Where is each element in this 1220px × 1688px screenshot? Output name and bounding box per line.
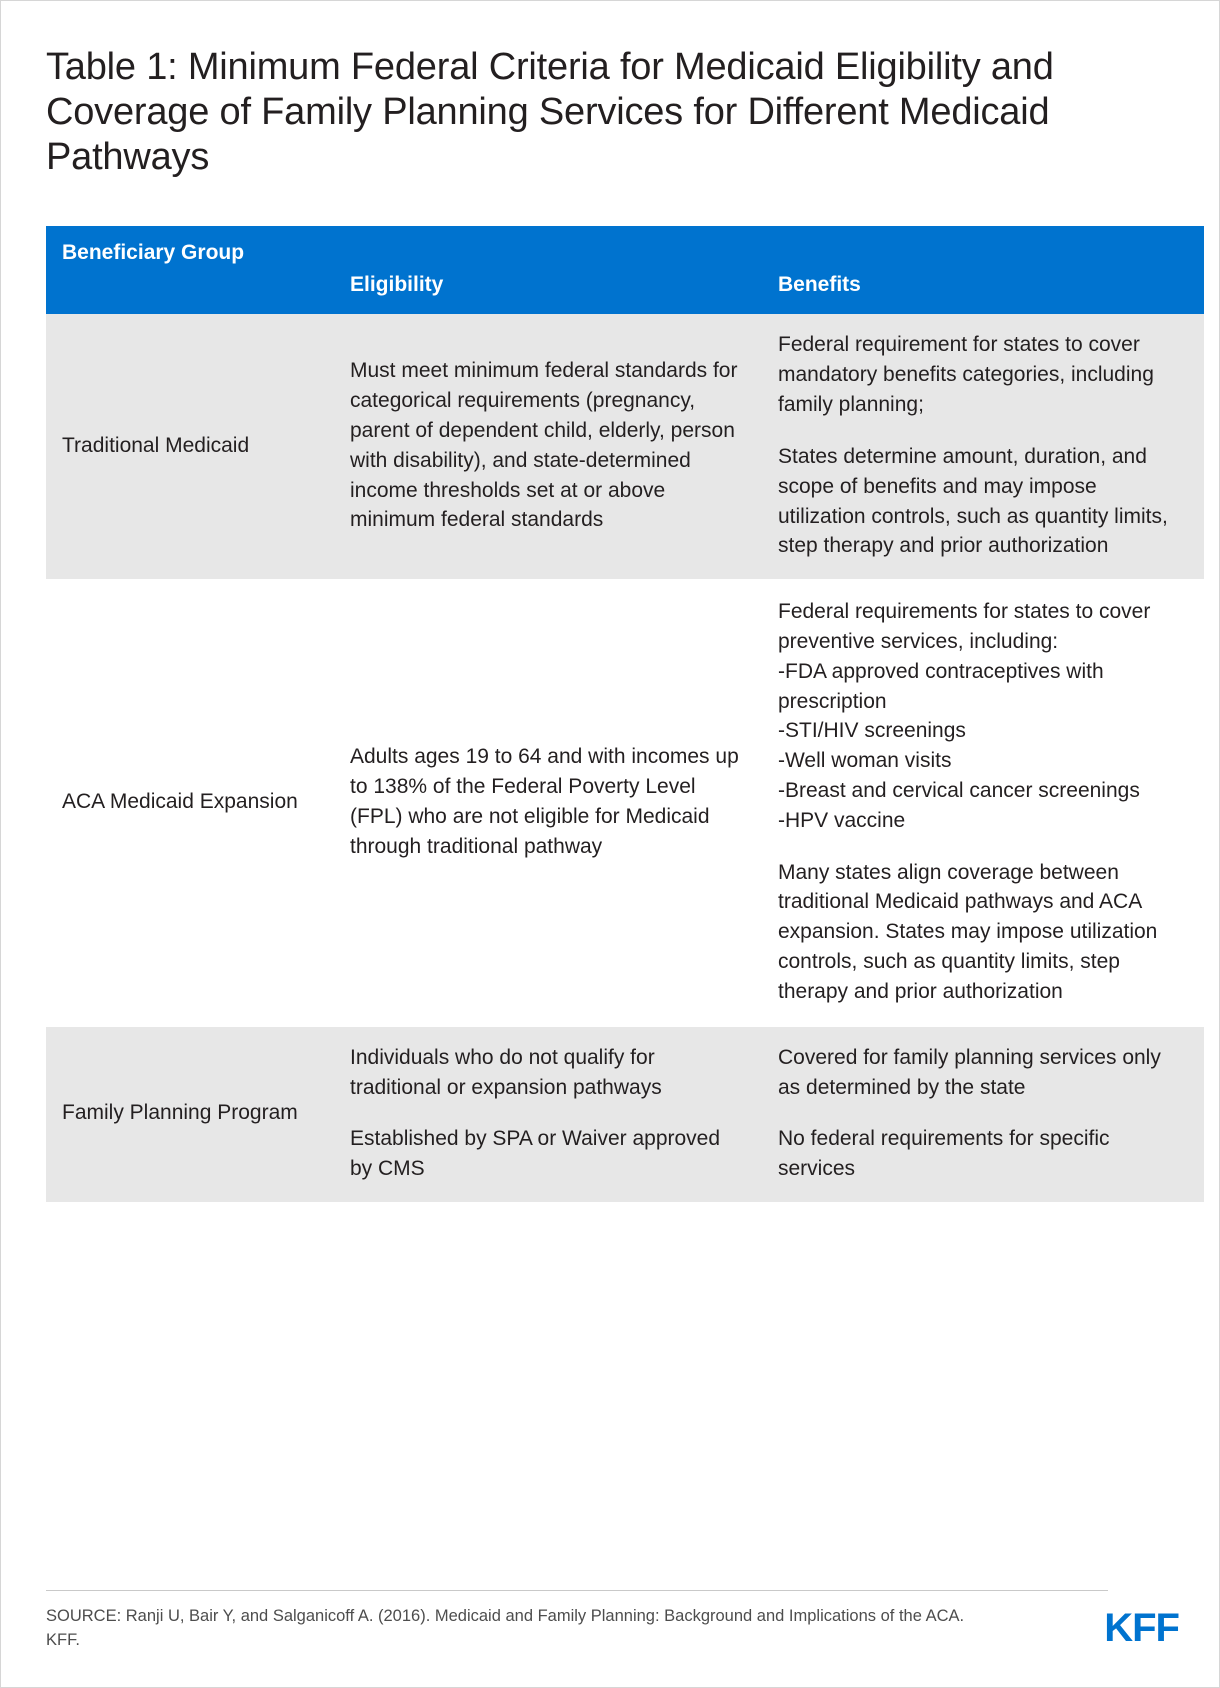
table-row (46, 314, 1204, 580)
page-title: Table 1: Minimum Federal Criteria for Medicaid Eligibility and Coverage of Family Planning Services for Different Medicaid Pathways (46, 46, 1054, 178)
source-note: SOURCE: Ranji U, Bair Y, and Salganicoff A. (2016). Medicaid and Family Planning: Background and Implications of the ACA. KFF. (46, 1607, 965, 1650)
table-header-row (46, 226, 1204, 314)
column-header-benefits: Benefits (762, 226, 1204, 314)
cell-group-aca-medicaid-expansion: ACA Medicaid Expansion (46, 580, 334, 1026)
paragraph: Established by SPA or Waiver approved by CMS (350, 1127, 721, 1181)
paragraph: Many states align coverage between traditional Medicaid pathways and ACA expansion. States may impose utilization controls, such as quantity limits, step therapy and prior authorization (778, 860, 1158, 1003)
cell-benefits-traditional-medicaid (762, 314, 1204, 580)
paragraph: Must meet minimum federal standards for categorical requirements (pregnancy, parent of dependent child, elderly, person with disability), and state-determined income thresholds set at or above minimum federal standards (350, 359, 738, 532)
cell-eligibility-traditional-medicaid (334, 314, 762, 580)
benefit-line: -STI/HIV screenings (778, 719, 966, 743)
benefit-line: -HPV vaccine (778, 808, 906, 832)
table-header (46, 226, 1204, 314)
cell-benefits-aca-medicaid-expansion (762, 580, 1204, 1026)
kff-logo: KFF (1104, 1606, 1179, 1650)
table-row (46, 580, 1204, 1026)
paragraph: Individuals who do not qualify for traditional or expansion pathways (350, 1045, 662, 1099)
cell-group-traditional-medicaid: Traditional Medicaid (46, 314, 334, 580)
criteria-table (46, 226, 1204, 1204)
cell-eligibility-family-planning-program (334, 1026, 762, 1203)
paragraph: Covered for family planning services only as determined by the state (778, 1045, 1161, 1099)
paragraph-list (778, 597, 1188, 836)
paragraph: No federal requirements for specific services (778, 1127, 1110, 1181)
cell-benefits-family-planning-program (762, 1026, 1204, 1203)
paragraph: Federal requirement for states to cover mandatory benefits categories, including family planning; (778, 333, 1154, 417)
benefit-line: -Well woman visits (778, 749, 952, 773)
cell-eligibility-aca-medicaid-expansion (334, 580, 762, 1026)
column-header-eligibility: Eligibility (334, 226, 762, 314)
benefit-line: -FDA approved contraceptives with prescription (778, 659, 1104, 713)
content-area (1, 1, 1219, 1204)
cell-group-family-planning-program: Family Planning Program (46, 1026, 334, 1203)
footer-divider (46, 1590, 1108, 1591)
column-header-beneficiary-group: Beneficiary Group (46, 226, 334, 314)
table-body (46, 314, 1204, 1203)
benefit-line: Federal requirements for states to cover preventive services, including: (778, 600, 1151, 653)
table-row (46, 1026, 1204, 1203)
footer (46, 1590, 1179, 1653)
paragraph: States determine amount, duration, and scope of benefits and may impose utilization controls, such as quantity limits, step therapy and prior authorization (778, 444, 1168, 558)
paragraph: Adults ages 19 to 64 and with incomes up to 138% of the Federal Poverty Level (FPL) who are not eligible for Medicaid through traditional pathway (350, 745, 739, 858)
benefit-line: -Breast and cervical cancer screenings (778, 779, 1140, 803)
